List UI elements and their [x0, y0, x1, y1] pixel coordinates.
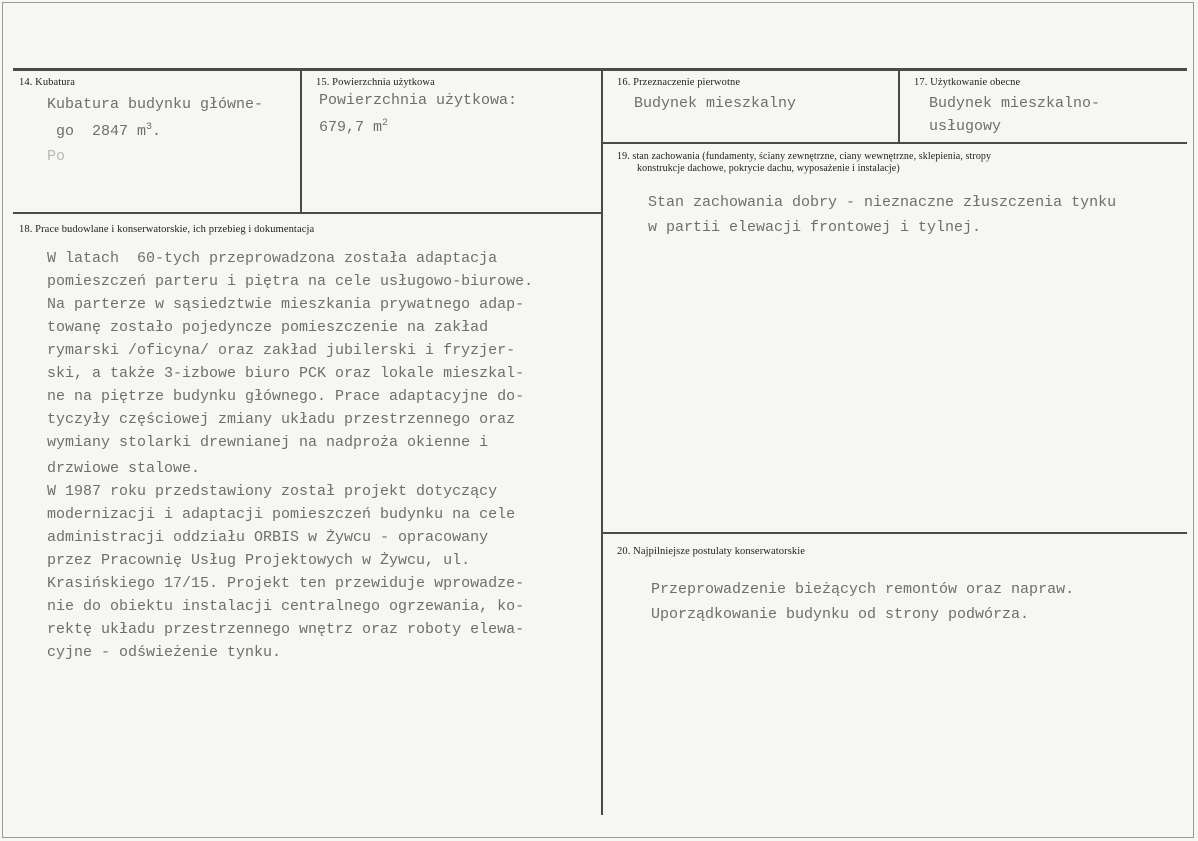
uzytkowanie-text-line2: usługowy — [929, 118, 1002, 135]
powierzchnia-sup: 2 — [382, 118, 389, 129]
stan-text-line2: w partii elewacji frontowej i tylnej. — [648, 219, 982, 236]
kubatura-suffix: . — [152, 123, 162, 140]
prace-line-16: nie do obiektu instalacji centralnego ogrzewania, ko- — [47, 598, 525, 615]
row-divider-right-top — [603, 142, 1187, 144]
col-divider-center — [601, 70, 603, 815]
prace-line-3: Na parterze w sąsiedztwie mieszkania prywatnego adap- — [47, 296, 525, 313]
powierzchnia-label: 15. Powierzchnia użytkowa — [316, 77, 435, 88]
prace-line-4: towanę zostało pojedyncze pomieszczenie na zakład — [47, 319, 489, 336]
stan-label-line2: konstrukcje dachowe, pokrycie dachu, wyposażenie i instalacje) — [637, 163, 900, 174]
row-divider-right-bottom — [603, 532, 1187, 534]
col-divider-3 — [898, 70, 900, 143]
prace-line-9: wymiany stolarki drewnianej na nadproża okienne i — [47, 434, 489, 451]
prace-line-14: przez Pracownię Usług Projektowych w Żywcu, ul. — [47, 552, 471, 569]
prace-line-15: Krasińskiego 17/15. Projekt ten przewiduje wprowadze- — [47, 575, 525, 592]
przeznaczenie-text: Budynek mieszkalny — [634, 95, 797, 112]
prace-line-5: rymarski /oficyna/ oraz zakład jubilerski i fryzjer- — [47, 342, 516, 359]
uzytkowanie-label: 17. Użytkowanie obecne — [914, 77, 1021, 88]
top-rule — [13, 68, 1187, 71]
prace-line-6: ski, a także 3-izbowe biuro PCK oraz lokale mieszkal- — [47, 365, 525, 382]
uzytkowanie-text-line1: Budynek mieszkalno- — [929, 95, 1101, 112]
postulaty-label: 20. Najpilniejsze postulaty konserwatorskie — [617, 546, 806, 557]
col-divider-1 — [300, 70, 302, 213]
stan-label-line1: 19. stan zachowania (fundamenty, ściany zewnętrzne, ciany wewnętrzne, sklepienia, stropy — [617, 151, 992, 162]
kubatura-volume: go 2847 m — [56, 123, 147, 140]
prace-label: 18. Prace budowlane i konserwatorskie, ich przebieg i dokumentacja — [19, 224, 315, 235]
kubatura-text-line3: Po — [47, 148, 66, 165]
postulaty-text-line2: Uporządkowanie budynku od strony podwórza. — [651, 606, 1030, 623]
prace-line-10: drzwiowe stalowe. — [47, 460, 201, 477]
powierzchnia-text-line1: Powierzchnia użytkowa: — [319, 92, 518, 109]
powierzchnia-text-line2 — [319, 118, 388, 136]
prace-line-17: rektę układu przestrzennego wnętrz oraz roboty elewa- — [47, 621, 525, 638]
postulaty-text-line1: Przeprowadzenie bieżących remontów oraz napraw. — [651, 581, 1075, 598]
prace-line-18: cyjne - odświeżenie tynku. — [47, 644, 282, 661]
kubatura-label: 14. Kubatura — [19, 77, 76, 88]
kubatura-text-line2 — [56, 122, 161, 140]
prace-line-7: ne na piętrze budynku głównego. Prace adaptacyjne do- — [47, 388, 525, 405]
prace-line-12: modernizacji i adaptacji pomieszczeń budynku na cele — [47, 506, 516, 523]
powierzchnia-value: 679,7 m — [319, 119, 383, 136]
prace-line-11: W 1987 roku przedstawiony został projekt dotyczący — [47, 483, 498, 500]
stan-text-line1: Stan zachowania dobry - nieznaczne złuszczenia tynku — [648, 194, 1117, 211]
row-divider-left — [13, 212, 601, 214]
prace-line-13: administracji oddziału ORBIS w Żywcu - opracowany — [47, 529, 489, 546]
kubatura-sup: 3 — [146, 122, 153, 133]
przeznaczenie-label: 16. Przeznaczenie pierwotne — [617, 77, 741, 88]
prace-line-2: pomieszczeń parteru i piętra na cele usługowo-biurowe. — [47, 273, 534, 290]
prace-line-8: tyczyły częściowej zmiany układu przestrzennego oraz — [47, 411, 516, 428]
kubatura-text-line1: Kubatura budynku główne- — [47, 96, 264, 113]
prace-line-1: W latach 60-tych przeprowadzona została adaptacja — [47, 250, 498, 267]
